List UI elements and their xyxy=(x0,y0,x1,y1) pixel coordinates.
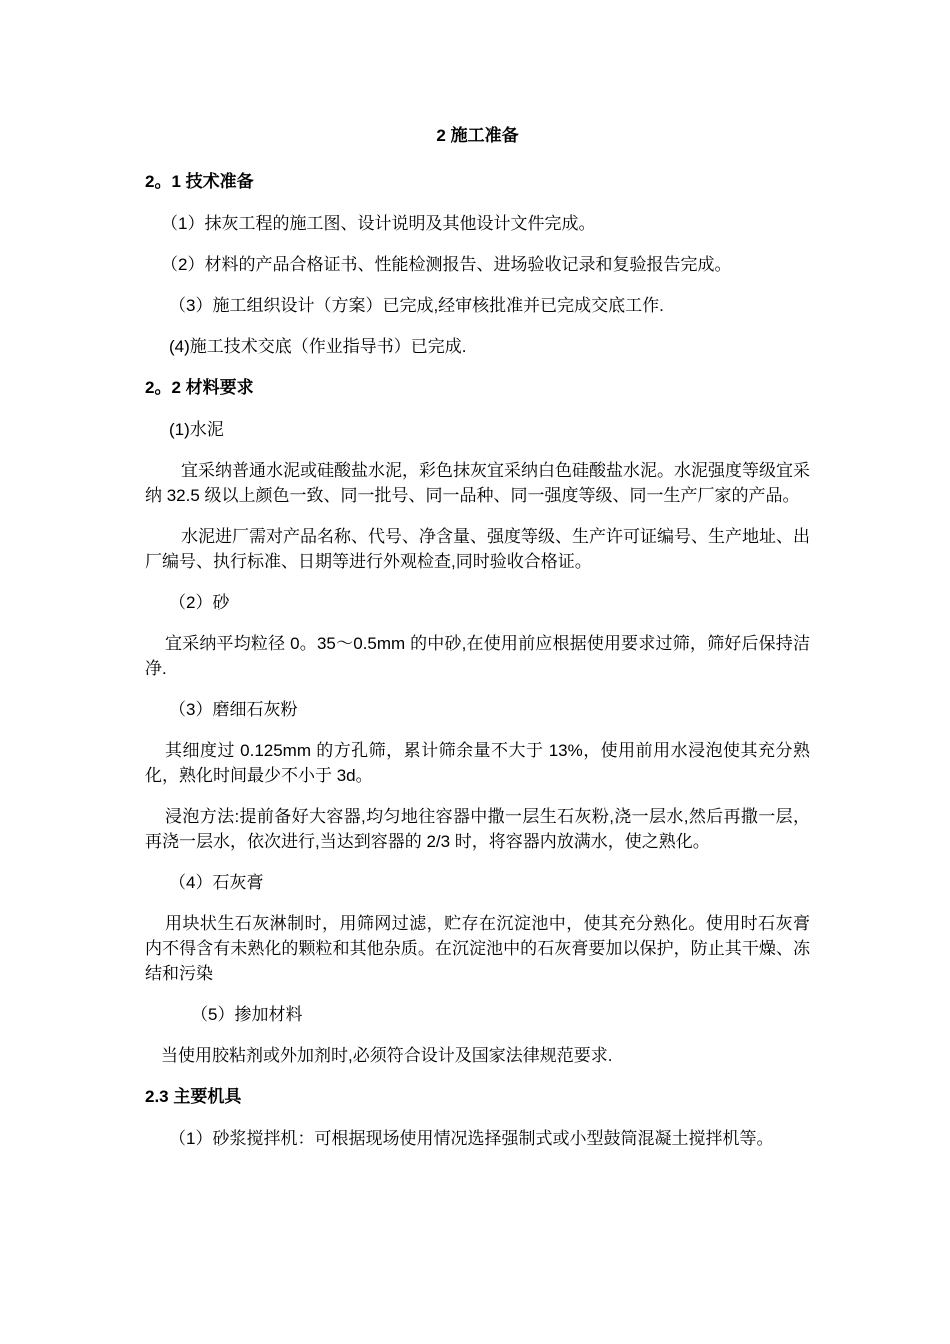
paragraph: 水泥进厂需对产品名称、代号、净含量、强度等级、生产许可证编号、生产地址、出厂编号、执行标准、日期等进行外观检查,同时验收合格证。 xyxy=(145,527,810,571)
paragraph: 宜采纳平均粒径 0。35～0.5mm 的中砂,在使用前应根据使用要求过筛，筛好后保持洁净. xyxy=(145,634,810,678)
section-heading-technical-preparation: 2。1 技术准备 xyxy=(145,172,254,191)
subsection-label-sand: （2）砂 xyxy=(169,593,230,612)
page-title: 2 施工准备 xyxy=(436,126,519,145)
paragraph: 宜采纳普通水泥或硅酸盐水泥，彩色抹灰宜采纳白色硅酸盐水泥。水泥强度等级宜采纳 32.5 级以上颜色一致、同一批号、同一品种、同一强度等级、同一生产厂家的产品。 xyxy=(145,461,810,505)
list-item: （1）抹灰工程的施工图、设计说明及其他设计文件完成。 xyxy=(161,214,596,233)
subsection-label-cement: (1)水泥 xyxy=(169,420,224,439)
subsection-label-lime-putty: （4）石灰膏 xyxy=(169,873,264,892)
document-body xyxy=(145,123,810,1167)
section-heading-material-requirements: 2。2 材料要求 xyxy=(145,378,254,397)
paragraph: 浸泡方法:提前备好大容器,均匀地往容器中撒一层生石灰粉,浇一层水,然后再撒一层，再浇一层水，依次进行,当达到容器的 2/3 时，将容器内放满水，使之熟化。 xyxy=(145,807,810,851)
list-item: （1）砂浆搅拌机：可根据现场使用情况选择强制式或小型鼓筒混凝土搅拌机等。 xyxy=(169,1129,774,1148)
paragraph: 其细度过 0.125mm 的方孔筛，累计筛余量不大于 13%，使用前用水浸泡使其充分熟化，熟化时间最少不小于 3d。 xyxy=(145,741,810,785)
subsection-label-admixture: （5）掺加材料 xyxy=(191,1005,303,1024)
section-heading-main-equipment: 2.3 主要机具 xyxy=(145,1087,242,1106)
paragraph: 当使用胶粘剂或外加剂时,必须符合设计及国家法律规范要求. xyxy=(161,1046,613,1065)
subsection-label-lime-powder: （3）磨细石灰粉 xyxy=(169,700,298,719)
list-item: （3）施工组织设计（方案）已完成,经审核批准并已完成交底工作. xyxy=(169,296,664,315)
list-item: （2）材料的产品合格证书、性能检测报告、进场验收记录和复验报告完成。 xyxy=(161,255,732,274)
list-item: (4)施工技术交底（作业指导书）已完成. xyxy=(169,337,467,356)
paragraph: 用块状生石灰淋制时，用筛网过滤，贮存在沉淀池中，使其充分熟化。使用时石灰膏内不得含有未熟化的颗粒和其他杂质。在沉淀池中的石灰膏要加以保护，防止其干燥、冻结和污染 xyxy=(145,914,810,983)
